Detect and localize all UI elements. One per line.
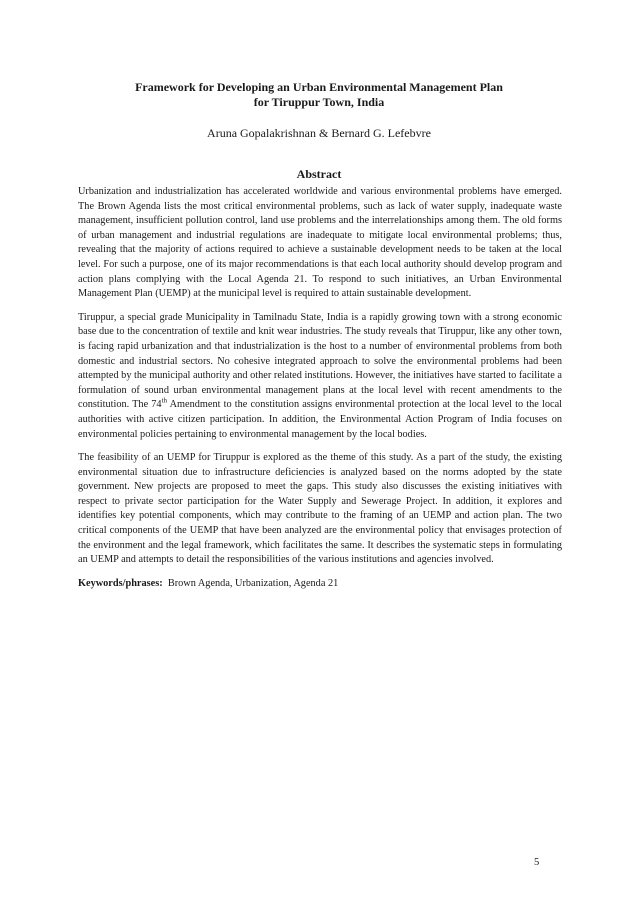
- keywords-value: Brown Agenda, Urbanization, Agenda 21: [167, 577, 339, 589]
- keywords-line: [78, 577, 562, 592]
- abstract-body: [78, 185, 562, 600]
- abstract-paragraph-2: [78, 311, 562, 442]
- ordinal-superscript: th: [161, 396, 168, 405]
- paper-title-line-1: Framework for Developing an Urban Environmental Management Plan: [135, 80, 503, 94]
- paper-authors: Aruna Gopalakrishnan & Bernard G. Lefebvre: [207, 126, 431, 140]
- abstract-paragraph-3: The feasibility of an UEMP for Tiruppur is explored as the theme of this study. As a part of the study, the existing environmental situation due to infrastructure deficiencies is analyzed based on the norms adopted by the state government. New projects are proposed to meet the gaps. This study also discusses the existing initiatives with respect to private sector participation for the Water Supply and Sewerage Project. In addition, it explores and identifies key potential components, which may contribute to the framing of an UEMP and action plan. The two critical components of the UEMP that have been analyzed are the environmental policy that envisages protection of the environment and the legal framework, which facilitates the same. It describes the systematic steps in formulating an UEMP and attempts to detail the responsibilities of the various institutions and agencies involved.: [78, 452, 562, 566]
- abstract-paragraph-1: Urbanization and industrialization has accelerated worldwide and various environmental problems have emerged. The Brown Agenda lists the most critical environmental problems, such as lack of water supply, inadequate waste management, insufficient pollution control, land use problems and the interrelationships among them. The old forms of urban management and industrial regulations are inadequate to mitigate local environmental problems; thus, revealing that the majority of actions required to achieve a sustainable development needs to be taken at the local level. For such a purpose, one of its major recommendations is that each local authority should develop program and action plans complying with the Local Agenda 21. To respond to such initiatives, an Urban Environmental Management Plan (UEMP) at the municipal level is required to attain sustainable development.: [78, 186, 562, 300]
- abstract-heading: Abstract: [296, 167, 342, 181]
- paper-title: [60, 80, 578, 110]
- page-number: 5: [534, 857, 540, 868]
- paper-title-line-2: for Tiruppur Town, India: [253, 95, 385, 109]
- abstract-paragraph-2-text-b: Amendment to the constitution assigns environmental protection at the local level to the local authorities with active citizen participation. In addition, the Environmental Action Program of India focuses on environmental policies pertaining to environmental management by the local bodies.: [78, 399, 562, 440]
- abstract-paragraph-2-text-a: Tiruppur, a special grade Municipality in Tamilnadu State, India is a rapidly growing town with a strong economic base due to the concentration of textile and knit wear industries. The study reveals that Tiruppur, like any other town, is facing rapid urbanization and that industrialization is the host to a number of environmental problems from both domestic and industrial sectors. No cohesive integrated approach to solve the environmental problems had been attempted by the municipal authority and other related institutions. However, the initiatives have started to facilitate a formulation of sound urban environmental management plans at the local level with recent amendments to the constitution. The 74: [78, 311, 562, 411]
- keywords-label: Keywords/phrases:: [78, 577, 163, 589]
